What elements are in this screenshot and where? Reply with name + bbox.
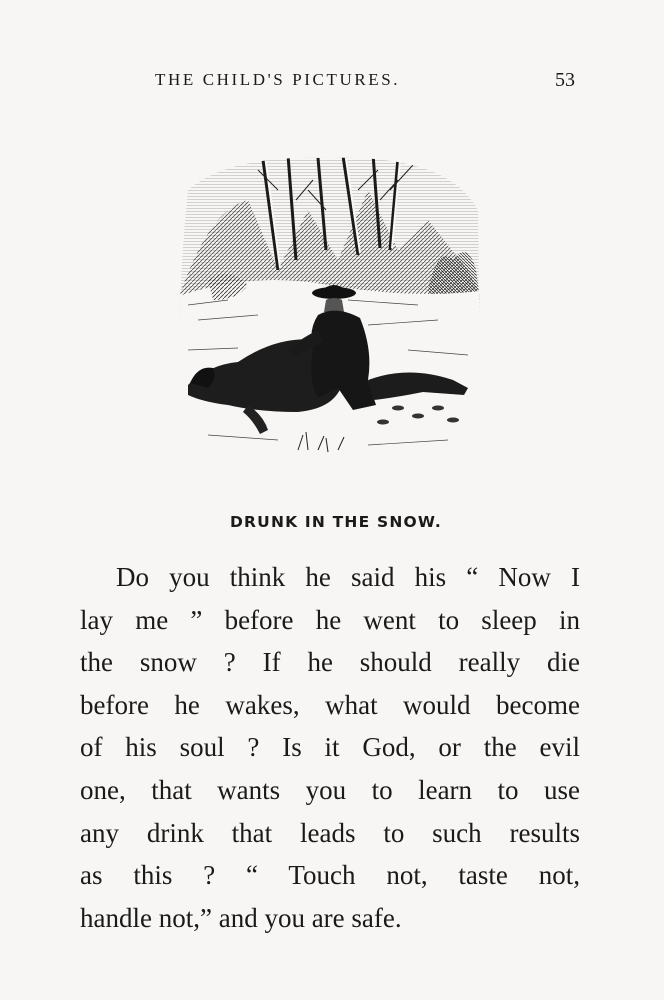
body-line: before he wakes, what would become (80, 689, 580, 720)
body-line: as this ? “ Touch not, taste not, (80, 860, 580, 891)
body-line: handle not,” and you are safe. (80, 902, 402, 933)
body-line: lay me ” before he went to sleep in (80, 604, 580, 635)
illustration (168, 150, 488, 480)
body-line: of his soul ? Is it God, or the evil (80, 732, 580, 763)
body-paragraph (80, 556, 580, 939)
body-line: any drink that leads to such results (80, 817, 580, 848)
woodcut-illustration-icon (168, 150, 488, 480)
page-number: 53 (555, 69, 575, 91)
illustration-caption: DRUNK IN THE SNOW. (229, 513, 443, 531)
body-line: the snow ? If he should really die (80, 647, 580, 678)
body-line: one, that wants you to learn to use (80, 774, 580, 805)
running-title: THE CHILD'S PICTURES. (155, 70, 401, 89)
body-line: Do you think he said his “ Now I (116, 562, 580, 592)
